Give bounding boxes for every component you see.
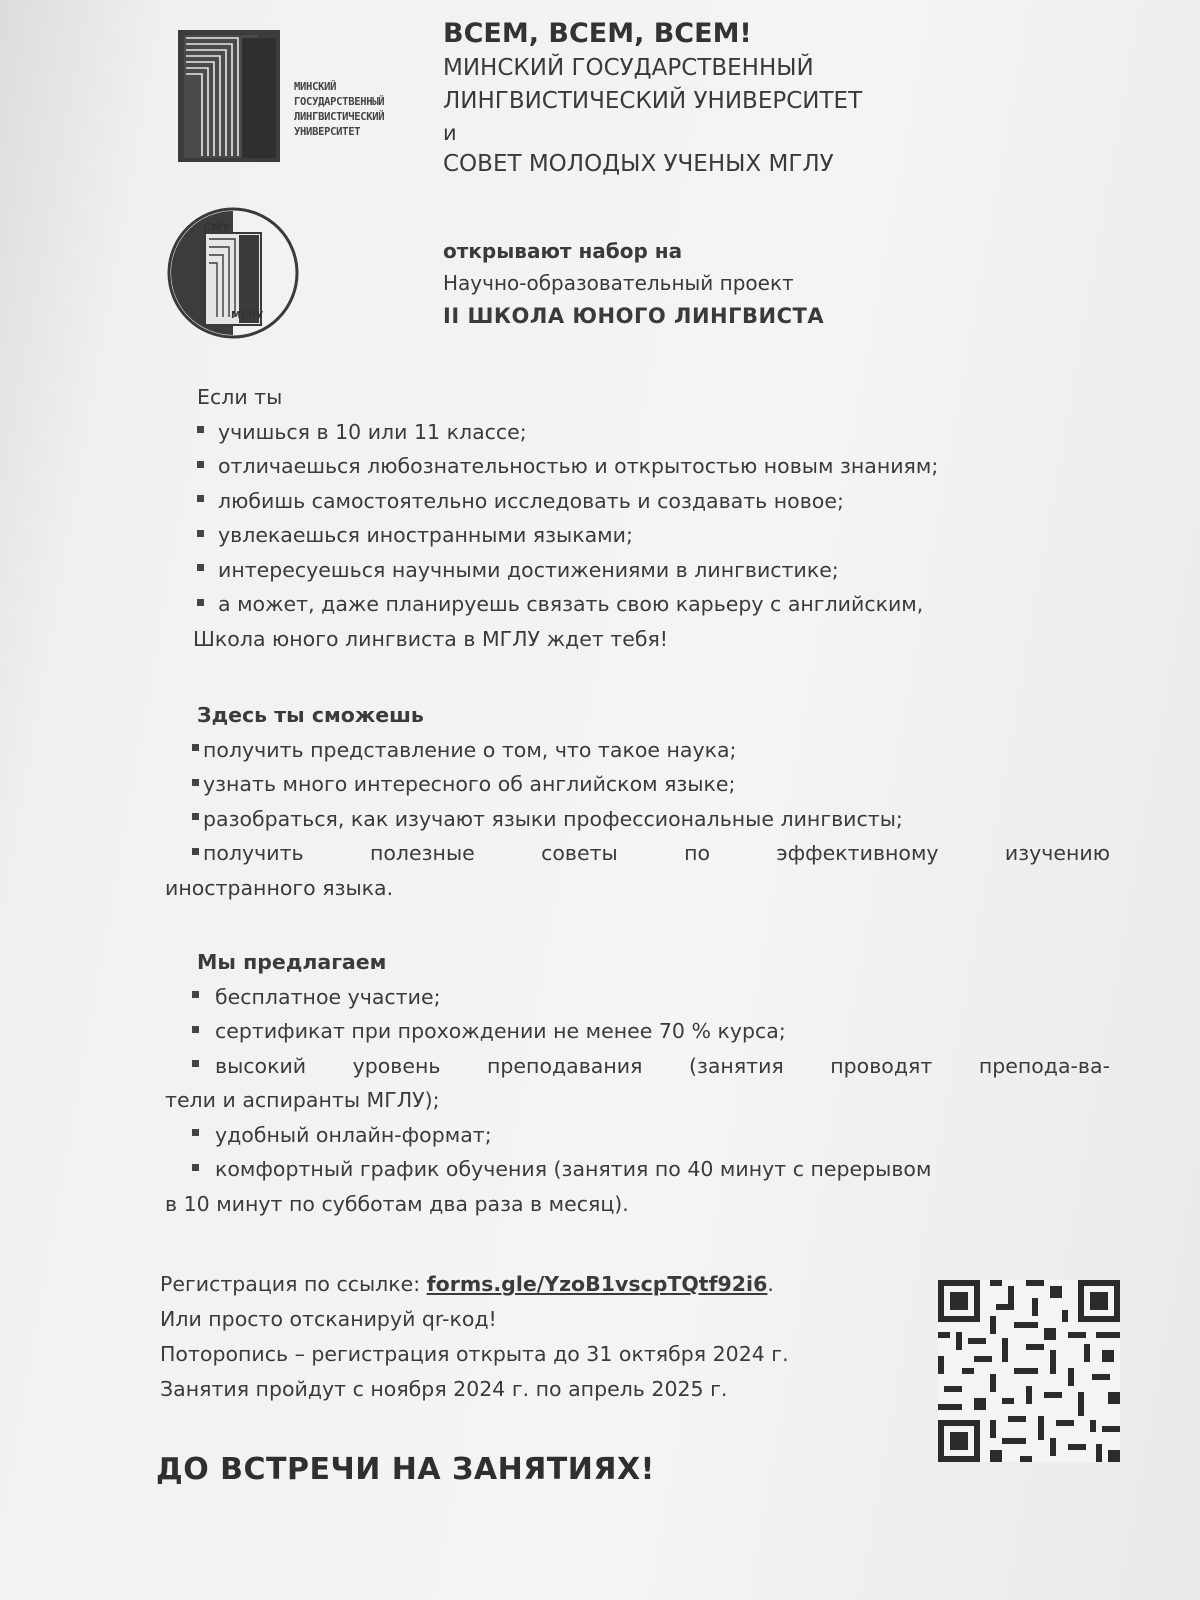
list-item: комфортный график обучения (занятия по 40 минут с перерывом xyxy=(165,1152,1110,1187)
mslu-logo xyxy=(178,30,418,165)
bullet-icon xyxy=(192,1060,199,1067)
bullet-icon xyxy=(192,1164,199,1171)
bullet-icon xyxy=(192,991,199,998)
bullet-icon xyxy=(192,779,199,786)
list-item: а может, даже планируешь связать свою карьеру с английским, xyxy=(165,587,1110,622)
list-item: отличаешься любознательностью и открытостью новым знаниям; xyxy=(165,449,1110,484)
list-item: получить представление о том, что такое наука; xyxy=(165,733,1110,768)
bullet-icon xyxy=(197,426,204,433)
section-offer-heading: Мы предлагаем xyxy=(197,950,387,974)
announcement-school: II ШКОЛА ЮНОГО ЛИНГВИСТА xyxy=(443,304,825,328)
smu-logo xyxy=(165,205,305,345)
bullet-icon xyxy=(197,599,204,606)
bullet-icon xyxy=(192,744,199,751)
list-item: разобраться, как изучают языки профессиональные лингвисты; xyxy=(165,802,1110,837)
smu-emblem-icon xyxy=(165,205,305,345)
section-if-closing: Школа юного лингвиста в МГЛУ ждет тебя! xyxy=(193,626,669,651)
org-conjunction: и xyxy=(443,121,457,145)
qr-code[interactable] xyxy=(938,1280,1120,1462)
header xyxy=(443,16,1163,181)
bullet-icon xyxy=(197,530,204,537)
bullet-icon xyxy=(197,564,204,571)
page-title: ВСЕМ, ВСЕМ, ВСЕМ! xyxy=(443,18,752,49)
org-line-2: ЛИНГВИСТИЧЕСКИЙ УНИВЕРСИТЕТ xyxy=(443,88,863,114)
section-if xyxy=(165,380,1110,656)
list-item-continuation: в 10 минут по субботам два раза в месяц). xyxy=(165,1191,629,1216)
list-item: учишься в 10 или 11 классе; xyxy=(165,415,1110,450)
smu-logo-top-text: СМУ xyxy=(203,221,231,234)
registration-line-1: Регистрация по ссылке: forms.gle/YzoB1vscpTQtf92i6. xyxy=(160,1272,774,1296)
org-line-3: СОВЕТ МОЛОДЫХ УЧЕНЫХ МГЛУ xyxy=(443,151,834,177)
bullet-icon xyxy=(197,495,204,502)
list-item: бесплатное участие; xyxy=(165,980,1110,1015)
section-can xyxy=(165,698,1110,905)
bullet-icon xyxy=(192,813,199,820)
list-item: интересуешься научными достижениями в лингвистике; xyxy=(165,553,1110,588)
mslu-emblem-icon xyxy=(178,30,283,165)
section-if-lead: Если ты xyxy=(197,385,283,409)
section-can-heading: Здесь ты сможешь xyxy=(197,703,424,727)
announcement-project: Научно-образовательный проект xyxy=(443,271,794,295)
bullet-icon xyxy=(192,1026,199,1033)
farewell-heading: ДО ВСТРЕЧИ НА ЗАНЯТИЯХ! xyxy=(156,1452,655,1487)
list-item: сертификат при прохождении не менее 70 % курса; xyxy=(165,1014,1110,1049)
qr-code-icon xyxy=(938,1280,1120,1462)
section-offer xyxy=(165,945,1110,1221)
registration-block xyxy=(160,1267,920,1407)
list-item-continuation: тели и аспиранты МГЛУ); xyxy=(165,1088,440,1112)
list-item: удобный онлайн-формат; xyxy=(165,1118,1110,1153)
list-item: узнать много интересного об английском языке; xyxy=(165,767,1110,802)
smu-logo-bottom-text: МГЛУ xyxy=(231,310,264,321)
registration-line-2: Или просто отсканируй qr-код! xyxy=(160,1307,497,1331)
announcement-open: открывают набор на xyxy=(443,239,683,263)
announcement xyxy=(443,235,824,333)
org-line-1: МИНСКИЙ ГОСУДАРСТВЕННЫЙ xyxy=(443,55,814,81)
bullet-icon xyxy=(192,1129,199,1136)
registration-link[interactable]: forms.gle/YzoB1vscpTQtf92i6 xyxy=(426,1272,768,1296)
mslu-logo-text: МИНСКИЙ ГОСУДАРСТВЕННЫЙ ЛИНГВИСТИЧЕСКИЙ УНИВЕРСИТЕТ xyxy=(294,81,385,138)
list-item-continuation: иностранного языка. xyxy=(165,875,394,900)
registration-line-4: Занятия пройдут с ноября 2024 г. по апрель 2025 г. xyxy=(160,1377,728,1401)
list-item: высокий уровень преподавания (занятия проводят препода-ва- xyxy=(165,1049,1110,1084)
list-item: увлекаешься иностранными языками; xyxy=(165,518,1110,553)
bullet-icon xyxy=(192,848,199,855)
bullet-icon xyxy=(197,461,204,468)
list-item: получить полезные советы по эффективному изучению xyxy=(165,836,1110,871)
registration-line-3: Поторопись – регистрация открыта до 31 октября 2024 г. xyxy=(160,1342,789,1366)
list-item: любишь самостоятельно исследовать и создавать новое; xyxy=(165,484,1110,519)
